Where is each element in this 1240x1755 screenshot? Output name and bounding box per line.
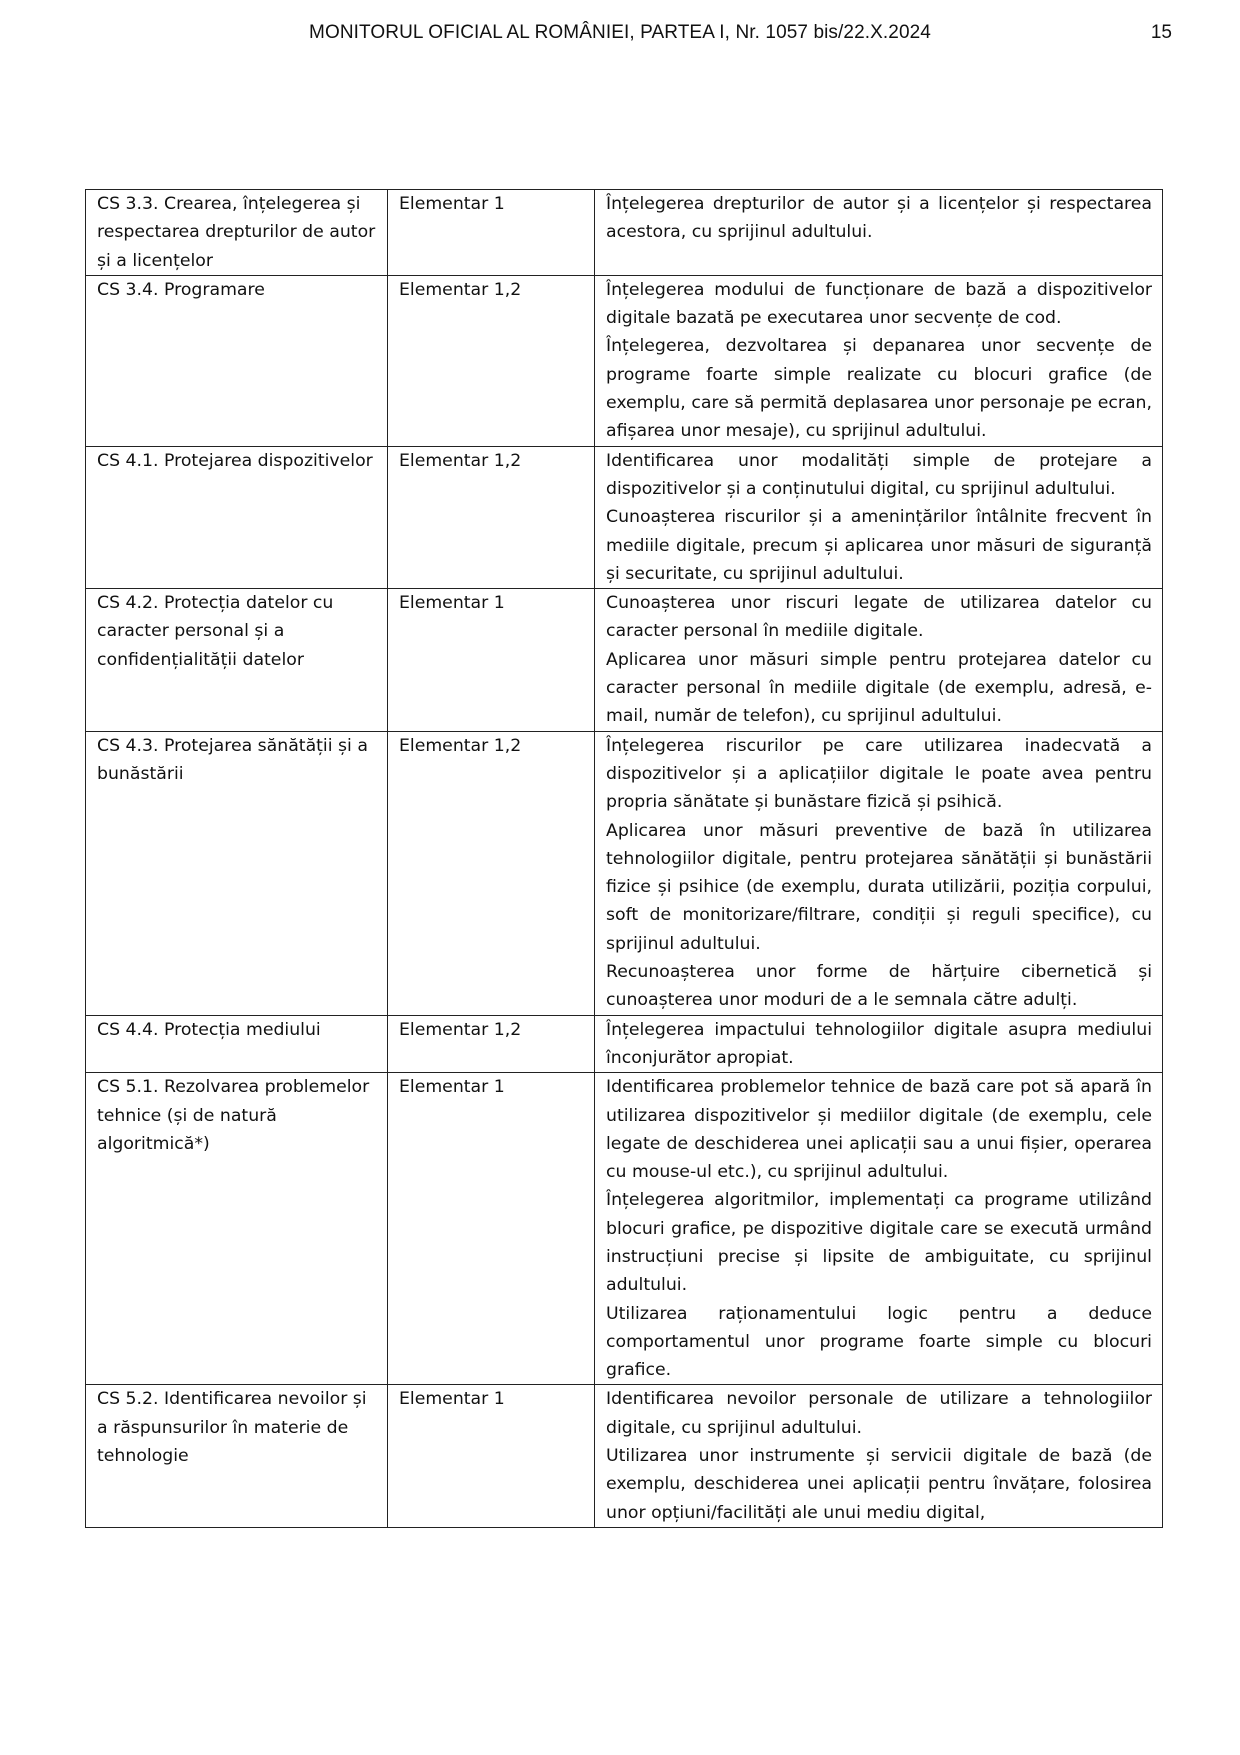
competence-cell: CS 4.1. Protejarea dispozitivelor (86, 446, 388, 588)
descriptor-cell (595, 589, 1163, 731)
competence-cell: CS 4.3. Protejarea sănătății și a bunăstării (86, 731, 388, 1015)
table-row (86, 1015, 1163, 1073)
descriptor-cell (595, 1385, 1163, 1527)
descriptor-cell (595, 1015, 1163, 1073)
level-cell: Elementar 1,2 (388, 1015, 595, 1073)
descriptor-paragraph: Utilizarea unor instrumente și servicii digitale de bază (de exemplu, deschiderea unei aplicații pentru învățare, folosirea unor opțiuni/facilități ale unui mediu digital, (606, 1446, 1152, 1523)
descriptor-paragraph: Cunoașterea unor riscuri legate de utilizarea datelor cu caracter personal în mediile digitale. (606, 593, 1152, 642)
level-cell: Elementar 1,2 (388, 446, 595, 588)
competence-table (85, 189, 1163, 1528)
descriptor-paragraph: Identificarea nevoilor personale de utilizare a tehnologiilor digitale, cu sprijinul adultului. (606, 1389, 1152, 1438)
table-row (86, 1385, 1163, 1527)
descriptor-paragraph: Înțelegerea impactului tehnologiilor digitale asupra mediului înconjurător apropiat. (606, 1019, 1152, 1068)
running-header (0, 22, 1240, 52)
competence-cell: CS 5.1. Rezolvarea problemelor tehnice (și de natură algoritmică*) (86, 1073, 388, 1385)
descriptor-paragraph: Recunoașterea unor forme de hărțuire cibernetică și cunoașterea unor moduri de a le semnala către adulți. (606, 962, 1152, 1011)
level-cell: Elementar 1,2 (388, 731, 595, 1015)
descriptor-cell (595, 275, 1163, 446)
competence-cell: CS 3.4. Programare (86, 275, 388, 446)
level-cell: Elementar 1 (388, 589, 595, 731)
competence-table-body (86, 190, 1163, 1528)
page-number: 15 (1150, 22, 1172, 43)
descriptor-paragraph: Identificarea problemelor tehnice de bază care pot să apară în utilizarea dispozitivelor și mediilor digitale (de exemplu, cele legate de deschiderea unei aplicații sau a unui fișier, operarea cu mouse-ul etc.), cu sprijinul adultului. (606, 1077, 1152, 1183)
level-cell: Elementar 1 (388, 1073, 595, 1385)
descriptor-paragraph: Utilizarea raționamentului logic pentru a deduce comportamentul unor programe foarte simple cu blocuri grafice. (606, 1303, 1152, 1381)
descriptor-paragraph: Înțelegerea modului de funcționare de bază a dispozitivelor digitale bazată pe executarea unor secvențe de cod. (606, 279, 1152, 329)
descriptor-cell (595, 446, 1163, 588)
descriptor-paragraph: Înțelegerea, dezvoltarea și depanarea unor secvențe de programe foarte simple realizate cu blocuri grafice (de exemplu, care să permită deplasarea unor personaje pe ecran, afișarea unor mesaje), cu sprijinul adultului. (606, 336, 1152, 442)
descriptor-paragraph: Înțelegerea riscurilor pe care utilizarea inadecvată a dispozitivelor și a aplicațiilor digitale le poate avea pentru propria sănătate și bunăstare fizică și psihică. (606, 735, 1152, 813)
level-cell: Elementar 1 (388, 1385, 595, 1527)
descriptor-paragraph: Aplicarea unor măsuri preventive de bază în utilizarea tehnologiilor digitale, pentru protejarea sănătății și bunăstării fizice și psihice (de exemplu, durata utilizării, poziția corpului, soft de monitorizare/filtrare, condiții și reguli specifice), cu sprijinul adultului. (606, 820, 1152, 954)
table-row (86, 446, 1163, 588)
competence-cell: CS 3.3. Crearea, înțelegerea și respectarea drepturilor de autor și a licențelor (86, 190, 388, 276)
descriptor-paragraph: Aplicarea unor măsuri simple pentru protejarea datelor cu caracter personal în mediile digitale (de exemplu, adresă, e-mail, număr de telefon), cu sprijinul adultului. (606, 649, 1152, 727)
table-row (86, 731, 1163, 1015)
competence-cell: CS 4.4. Protecția mediului (86, 1015, 388, 1073)
table-row (86, 589, 1163, 731)
descriptor-cell (595, 190, 1163, 276)
publication-title: MONITORUL OFICIAL AL ROMÂNIEI, PARTEA I, Nr. 1057 bis/22.X.2024 (309, 22, 931, 43)
table-row (86, 190, 1163, 276)
descriptor-cell (595, 731, 1163, 1015)
descriptor-paragraph: Cunoașterea riscurilor și a amenințărilor întâlnite frecvent în mediile digitale, precum și aplicarea unor măsuri de siguranță și securitate, cu sprijinul adultului. (606, 507, 1152, 584)
competence-cell: CS 5.2. Identificarea nevoilor și a răspunsurilor în materie de tehnologie (86, 1385, 388, 1527)
descriptor-paragraph: Înțelegerea algoritmilor, implementați ca programe utilizând blocuri grafice, pe dispozitive digitale care se execută urmând instrucțiuni precise și lipsite de ambiguitate, cu sprijinul adultului. (606, 1190, 1152, 1296)
level-cell: Elementar 1 (388, 190, 595, 276)
table-row (86, 1073, 1163, 1385)
table-row (86, 275, 1163, 446)
descriptor-paragraph: Înțelegerea drepturilor de autor și a licențelor și respectarea acestora, cu sprijinul adultului. (606, 194, 1152, 243)
descriptor-cell (595, 1073, 1163, 1385)
descriptor-paragraph: Identificarea unor modalități simple de protejare a dispozitivelor și a conținutului digital, cu sprijinul adultului. (606, 450, 1152, 499)
level-cell: Elementar 1,2 (388, 275, 595, 446)
competence-cell: CS 4.2. Protecția datelor cu caracter personal și a confidențialității datelor (86, 589, 388, 731)
